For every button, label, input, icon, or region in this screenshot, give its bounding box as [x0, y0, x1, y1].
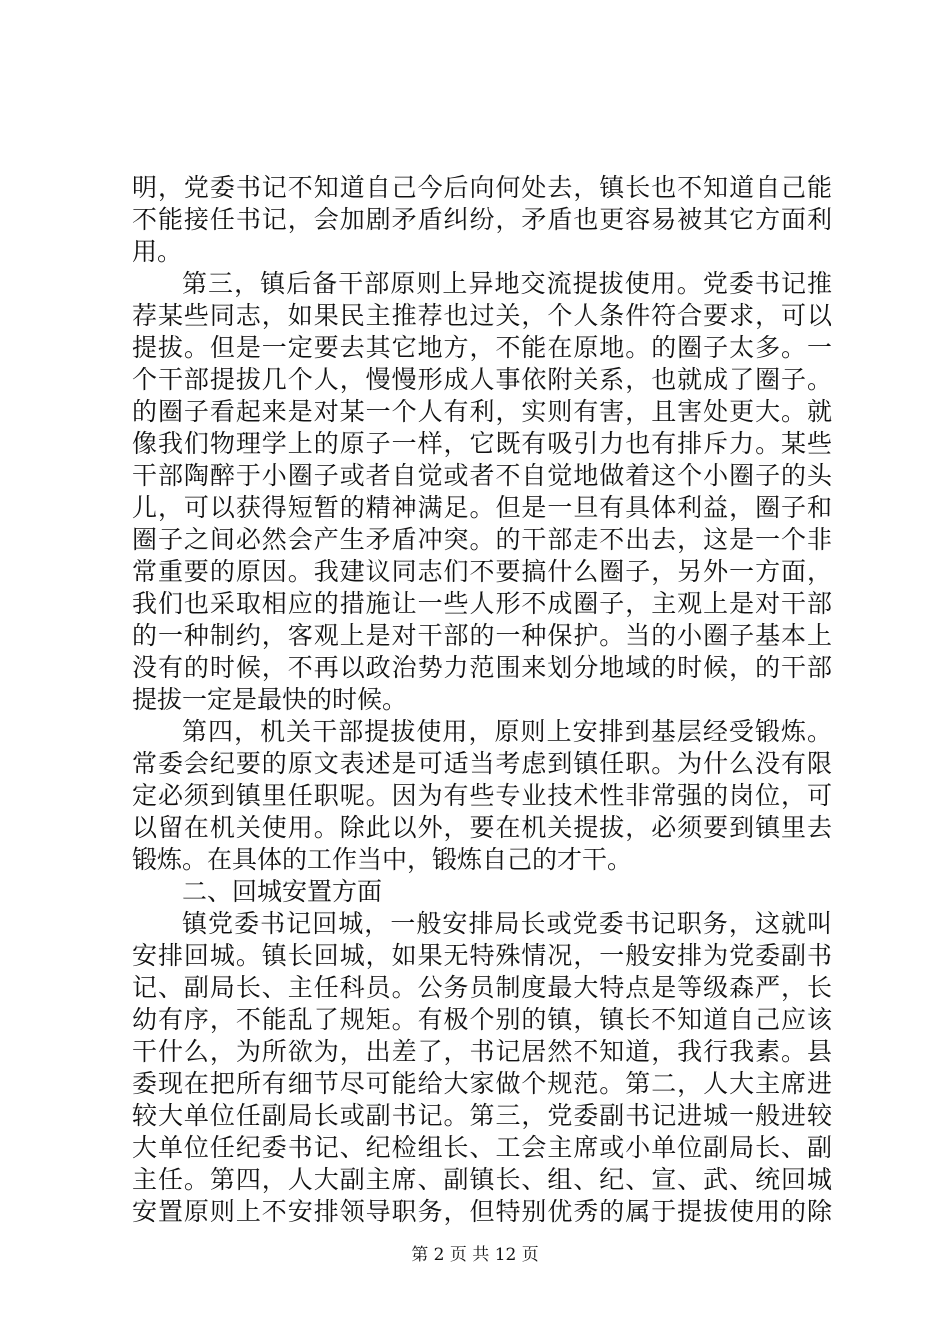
text-line: 委现在把所有细节尽可能给大家做个规范。第二，人大主席进 — [132, 1069, 832, 1098]
text-line: 个干部提拔几个人，慢慢形成人事依附关系，也就成了圈子。 — [132, 365, 832, 394]
text-line: 不能接任书记，会加剧矛盾纠纷，矛盾也更容易被其它方面利 — [132, 205, 832, 234]
section-heading: 二、回城安置方面 — [182, 877, 383, 906]
text-line: 安置原则上不安排领导职务，但特别优秀的属于提拔使用的除 — [132, 1197, 832, 1226]
text-line: 记、副局长、主任科员。公务员制度最大特点是等级森严，长 — [132, 973, 832, 1002]
text-line: 以留在机关使用。除此以外，要在机关提拔，必须要到镇里去 — [132, 813, 832, 842]
text-line: 提拔。但是一定要去其它地方，不能在原地。的圈子太多。一 — [132, 333, 832, 362]
text-line: 明，党委书记不知道自己今后向何处去，镇长也不知道自己能 — [132, 173, 832, 202]
text-line: 常重要的原因。我建议同志们不要搞什么圈子，另外一方面， — [132, 557, 832, 586]
text-line: 干部陶醉于小圈子或者自觉或者不自觉地做着这个小圈子的头 — [132, 461, 832, 490]
text-line: 较大单位任副局长或副书记。第三，党委副书记进城一般进较 — [132, 1101, 832, 1130]
text-line: 幼有序，不能乱了规矩。有极个别的镇，镇长不知道自己应该 — [132, 1005, 832, 1034]
text-line: 锻炼。在具体的工作当中，锻炼自己的才干。 — [132, 845, 633, 874]
text-line: 的一种制约，客观上是对干部的一种保护。当的小圈子基本上 — [132, 621, 832, 650]
text-line: 提拔一定是最快的时候。 — [132, 685, 408, 714]
text-line: 我们也采取相应的措施让一些人形不成圈子，主观上是对干部 — [132, 589, 832, 618]
page-footer — [0, 1245, 950, 1265]
paragraph-first-line: 第四，机关干部提拔使用，原则上安排到基层经受锻炼。 — [182, 717, 832, 746]
page-number: 第 2 页 共 12 页 — [411, 1245, 539, 1265]
text-line: 荐某些同志，如果民主推荐也过关，个人条件符合要求，可以 — [132, 301, 832, 330]
text-line: 用。 — [132, 237, 183, 266]
text-line: 安排回城。镇长回城，如果无特殊情况，一般安排为党委副书 — [132, 941, 832, 970]
text-line: 主任。第四，人大副主席、副镇长、组、纪、宣、武、统回城 — [132, 1165, 832, 1194]
text-line: 儿，可以获得短暂的精神满足。但是一旦有具体利益，圈子和 — [132, 493, 832, 522]
body-text — [132, 172, 832, 1228]
text-line: 圈子之间必然会产生矛盾冲突。的干部走不出去，这是一个非 — [132, 525, 832, 554]
text-line: 大单位任纪委书记、纪检组长、工会主席或小单位副局长、副 — [132, 1133, 832, 1162]
text-line: 的圈子看起来是对某一个人有利，实则有害，且害处更大。就 — [132, 397, 832, 426]
text-line: 干什么，为所欲为，出差了，书记居然不知道，我行我素。县 — [132, 1037, 832, 1066]
paragraph-first-line: 第三，镇后备干部原则上异地交流提拔使用。党委书记推 — [182, 269, 832, 298]
text-line: 像我们物理学上的原子一样，它既有吸引力也有排斥力。某些 — [132, 429, 832, 458]
text-line: 没有的时候，不再以政治势力范围来划分地域的时候，的干部 — [132, 653, 832, 682]
paragraph-first-line: 镇党委书记回城，一般安排局长或党委书记职务，这就叫 — [182, 909, 832, 938]
text-line: 定必须到镇里任职呢。因为有些专业技术性非常强的岗位，可 — [132, 781, 832, 810]
text-line: 常委会纪要的原文表述是可适当考虑到镇任职。为什么没有限 — [132, 749, 832, 778]
